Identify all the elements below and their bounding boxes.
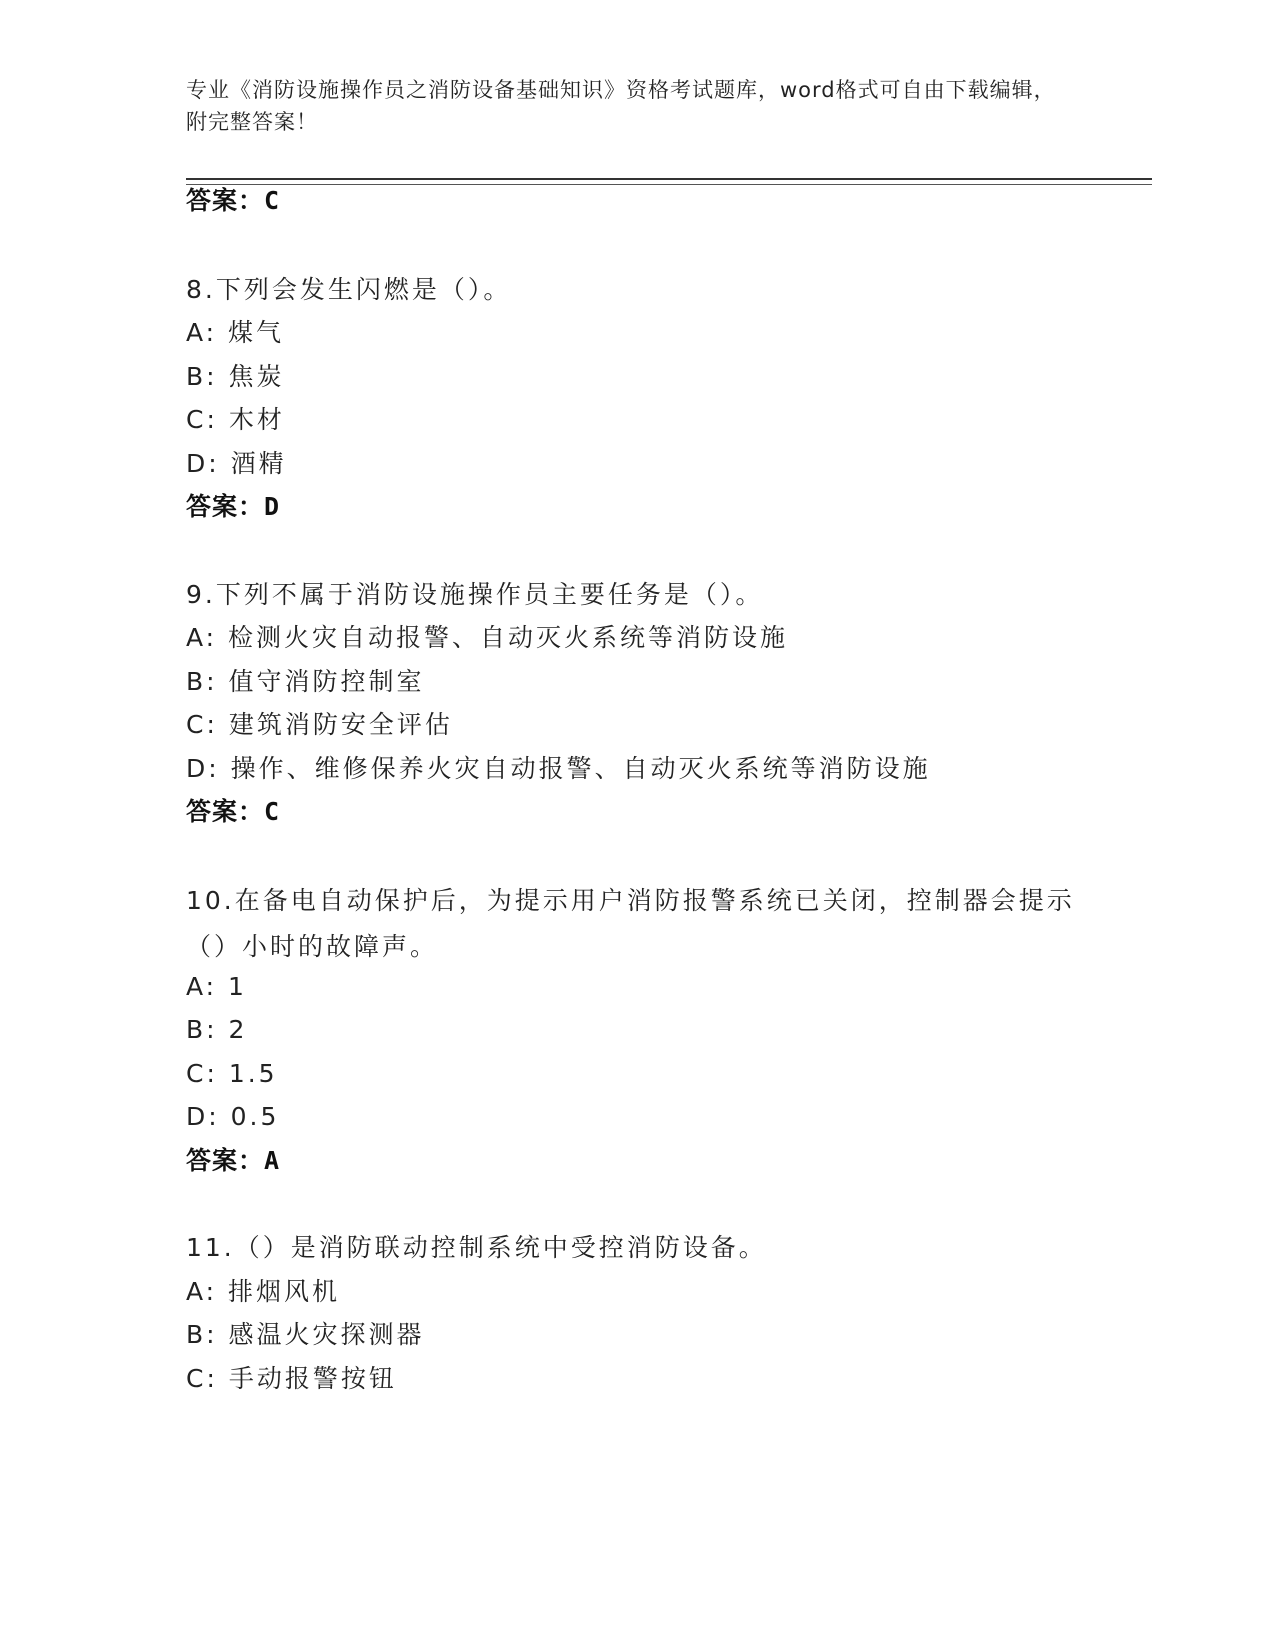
header-divider-thin xyxy=(186,184,1152,185)
option-b: B: 值守消防控制室 xyxy=(186,667,425,696)
header-note: 专业《消防设施操作员之消防设备基础知识》资格考试题库，word格式可自由下载编辑，附完整答案！ xyxy=(186,78,1056,134)
option-c: C: 木材 xyxy=(186,405,285,434)
header-divider xyxy=(186,178,1152,180)
option-d: D: 操作、维修保养火灾自动报警、自动灭火系统等消防设施 xyxy=(186,754,931,783)
option-c: C: 1.5 xyxy=(186,1059,278,1088)
option-b: B: 2 xyxy=(186,1015,248,1044)
question-stem: 11.（）是消防联动控制系统中受控消防设备。 xyxy=(186,1233,767,1262)
question-stem: 8.下列会发生闪燃是（）。 xyxy=(186,275,512,304)
option-b: B: 焦炭 xyxy=(186,362,285,391)
answer-line: 答案：A xyxy=(186,1146,281,1175)
answer-line: 答案：C xyxy=(186,797,281,826)
option-a: A: 检测火灾自动报警、自动灭火系统等消防设施 xyxy=(186,623,789,652)
answer-line: 答案：C xyxy=(186,186,281,215)
option-a: A: 煤气 xyxy=(186,318,285,347)
option-d: D: 酒精 xyxy=(186,449,287,478)
option-c: C: 手动报警按钮 xyxy=(186,1364,397,1393)
question-stem: 9.下列不属于消防设施操作员主要任务是（）。 xyxy=(186,580,764,609)
option-a: A: 排烟风机 xyxy=(186,1277,341,1306)
question-stem: 10.在备电自动保护后，为提示用户消防报警系统已关闭，控制器会提示（）小时的故障声。 xyxy=(186,886,1075,961)
option-c: C: 建筑消防安全评估 xyxy=(186,710,453,739)
option-b: B: 感温火灾探测器 xyxy=(186,1320,425,1349)
option-d: D: 0.5 xyxy=(186,1102,280,1131)
answer-line: 答案：D xyxy=(186,492,281,521)
option-a: A: 1 xyxy=(186,972,247,1001)
